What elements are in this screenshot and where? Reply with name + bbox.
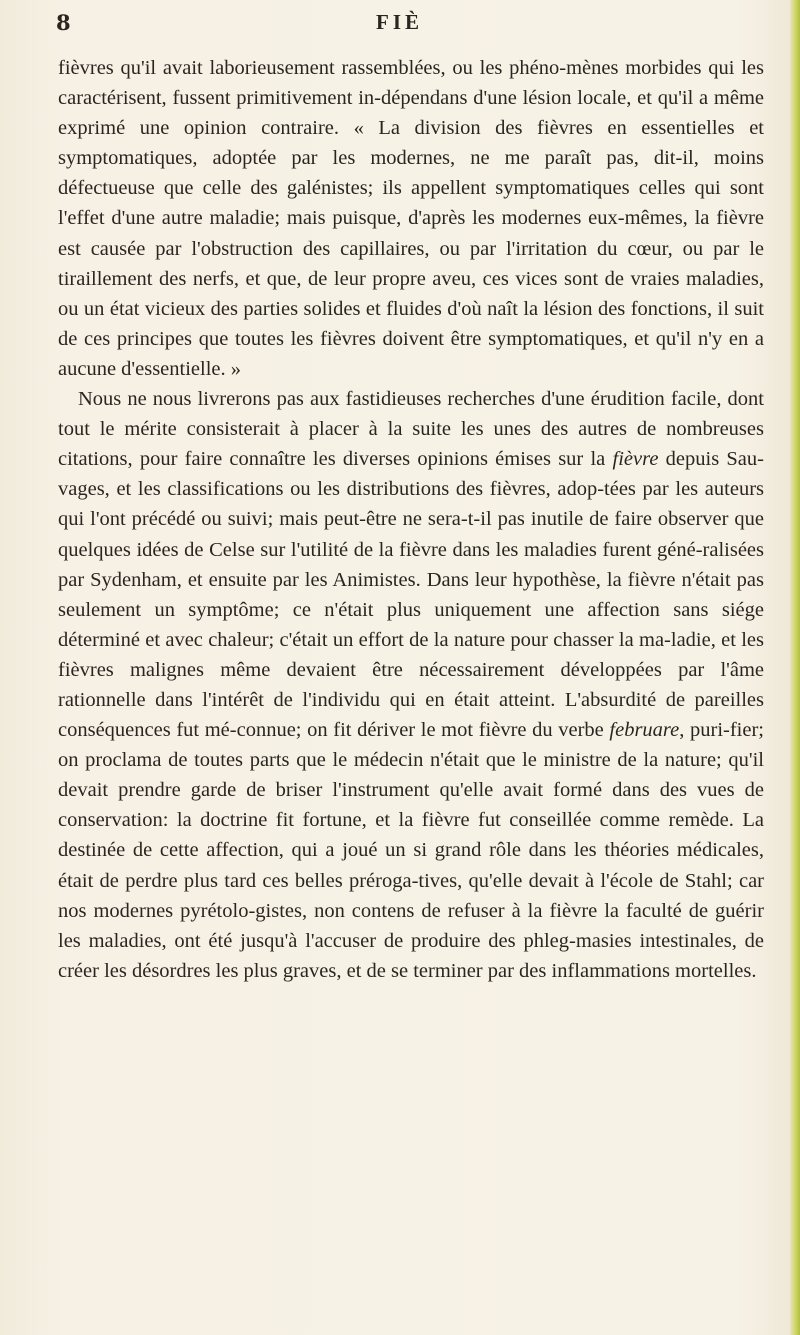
paragraph-2-text-2: depuis Sau-vages, et les classifications ou les distributions des fièvres, adop-tées par les auteurs qui l'ont précédé ou suivi; mais peut-être ne sera-t-il pas inutile de faire observer que quelques idées de Celse sur l'utilité de la fièvre dans les maladies furent géné-ralisées par Sydenham, et ensuite par les Animistes. Dans leur hypothèse, la fièvre n'était pas seulement un symptôme; ce n'était plus uniquement une affection sans siége déterminé et avec chaleur; c'était un effort de la nature pour chasser la ma-ladie, et les fièvres malignes même devaient être nécessairement développées par l'âme rationnelle dans l'intérêt de l'individu qui en était atteint. L'absurdité de pareilles conséquences fut mé-connue; on fit dériver le mot fièvre du verbe [58, 448, 764, 742]
paragraph-2-text-3: , puri-fier; on proclama de toutes parts que le médecin n'était que le ministre de la nature; qu'il devait prendre garde de briser l'instrument qu'elle avait formé dans des vues de conservation: la doctrine fit fortune, et la fièvre fut conseillée comme remède. La destinée de cette affection, qui a joué un si grand rôle dans les théories médicales, était de perdre plus tard ces belles préroga-tives, qu'elle devait à l'école de Stahl; car nos modernes pyrétolo-gistes, non contens de refuser à la fièvre la faculté de guérir les maladies, ont été jusqu'à l'accuser de produire des phleg-masies intestinales, de créer les désordres les plus graves, et de se terminer par des inflammations mortelles. [58, 719, 764, 982]
paragraph-2 [58, 384, 764, 986]
paragraph-2-italic-1: fièvre [612, 448, 659, 471]
page-edge [790, 0, 800, 1335]
paragraph-2-text-1: Nous ne nous livrerons pas aux fastidieuses recherches d'une érudition facile, dont tout le mérite consisterait à placer à la suite les unes des autres de nombreuses citations, pour faire connaître les diverses opinions émises sur la [58, 388, 764, 471]
paragraph-2-italic-2: februare [609, 719, 680, 742]
page-number: 8 [56, 10, 71, 35]
paragraph-1: fièvres qu'il avait laborieusement rassemblées, ou les phéno-mènes morbides qui les caractérisent, fussent primitivement in-dépendans d'une lésion locale, et qu'il a même exprimé une opinion contraire. « La division des fièvres en essentielles et symptomatiques, adoptée par les modernes, ne me paraît pas, dit-il, moins défectueuse que celle des galénistes; ils appellent symptomatiques celles qui sont l'effet d'une autre maladie; mais puisque, d'après les modernes eux-mêmes, la fièvre est causée par l'obstruction des capillaires, ou par l'irritation du cœur, ou par le tiraillement des nerfs, et que, de leur propre aveu, ces vices sont de vraies maladies, ou un état vicieux des parties solides et fluides d'où naît la lésion des fonctions, il suit de ces principes que toutes les fièvres doivent être symptomatiques, et qu'il n'y en a aucune d'essentielle. » [58, 57, 764, 380]
running-head: FIÈ [376, 10, 424, 34]
page-header [56, 6, 746, 42]
body-text [58, 53, 764, 986]
